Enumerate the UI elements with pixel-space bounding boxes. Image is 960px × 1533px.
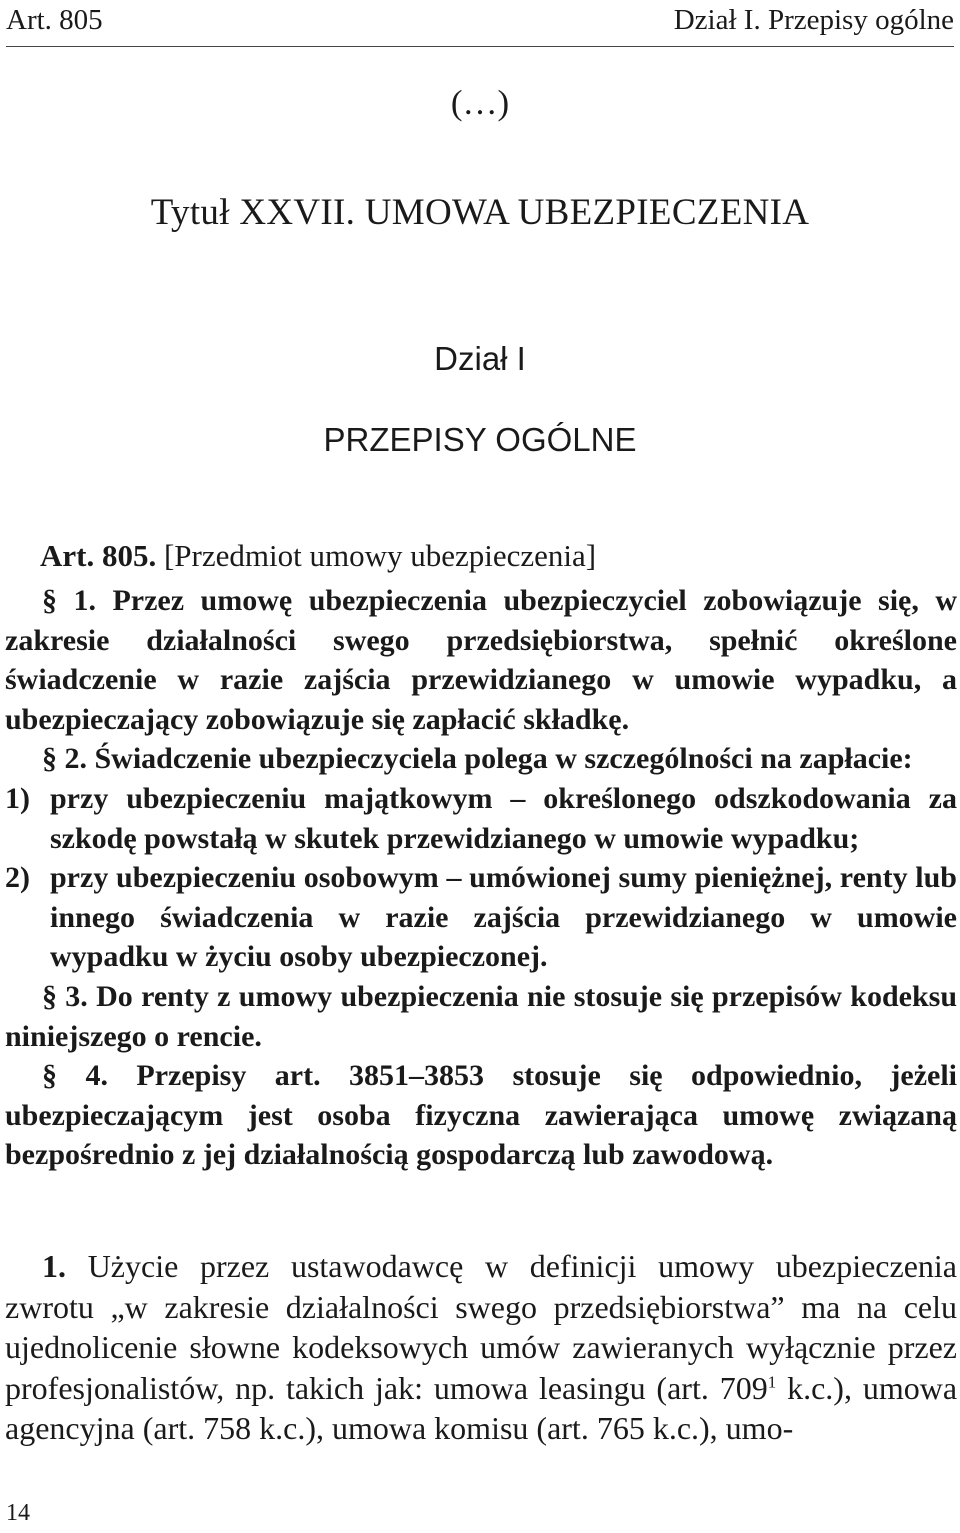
paragraph-2: § 2. Świadczenie ubezpieczyciela polega w szczególności na zapłacie: (42, 742, 913, 776)
list-item-number: 2) (5, 861, 30, 895)
title-heading: Tytuł XXVII. UMOWA UBEZPIECZENIA (150, 192, 810, 233)
paragraph-1: § 1. Przez umowę ubezpieczenia ubezpieczyciel zobowiązuje się, w zakresie działalności swego przedsiębiorstwa, spełnić określone świadczenie w razie zajścia przewidzianego w umowie wypadku, a ubezpieczający zobowiązuje się zapłacić składkę. (5, 584, 957, 736)
commentary-number: 1. (42, 1248, 66, 1284)
section-label: Dział I (434, 340, 526, 377)
article-text (5, 581, 957, 1175)
running-header-article: Art. 805 (6, 4, 103, 36)
commentary-text-b: k.c.), umowa agencyjna (art. 758 k.c.), umowa komisu (art. 765 k.c.), umo- (5, 1369, 958, 1446)
list-item (5, 779, 957, 858)
superscript: 1 (767, 1371, 777, 1391)
list-item-text: przy ubezpieczeniu osobowym – umówionej sumy pieniężnej, renty lub innego świadczenia w razie zajścia przewidzianego w umowie wypadku w życiu osoby ubezpieczonej. (50, 861, 957, 974)
paragraph-4: § 4. Przepisy art. 3851–3853 stosuje się odpowiednio, jeżeli ubezpieczającym jest osoba fizyczna zawierająca umowę związaną bezpośrednio z jej działalnością gospodarczą lub zawodową. (5, 1059, 957, 1172)
page-number: 14 (6, 1500, 30, 1526)
article-number: Art. 805. (40, 538, 157, 573)
section-name: PRZEPISY OGÓLNE (323, 421, 637, 458)
commentary (5, 1246, 957, 1449)
article-subject: [Przedmiot umowy ubezpieczenia] (163, 538, 597, 573)
list-item (5, 858, 957, 977)
commentary-paragraph (5, 1246, 957, 1449)
article-heading (40, 538, 596, 574)
commentary-text-a: Użycie przez ustawodawcę w definicji umowy ubezpieczenia zwrotu „w zakresie działalności swego przedsiębiorstwa” ma na celu ujednolicenie słowne kodeksowych umów zawieranych wyłącznie przez profesjonalistów, np. takich jak: umowa leasingu (art. 709 (5, 1248, 957, 1406)
header-divider (6, 46, 954, 47)
list-item-text: przy ubezpieczeniu majątkowym – określonego odszkodowania za szkodę powstałą w skutek przewidzianego w umowie wypadku; (50, 781, 957, 855)
paragraph-3: § 3. Do renty z umowy ubezpieczenia nie stosuje się przepisów kodeksu niniejszego o rencie. (5, 979, 957, 1053)
omission-marker: (…) (450, 83, 510, 122)
running-header-section: Dział I. Przepisy ogólne (673, 4, 954, 36)
list-item-number: 1) (5, 781, 30, 815)
